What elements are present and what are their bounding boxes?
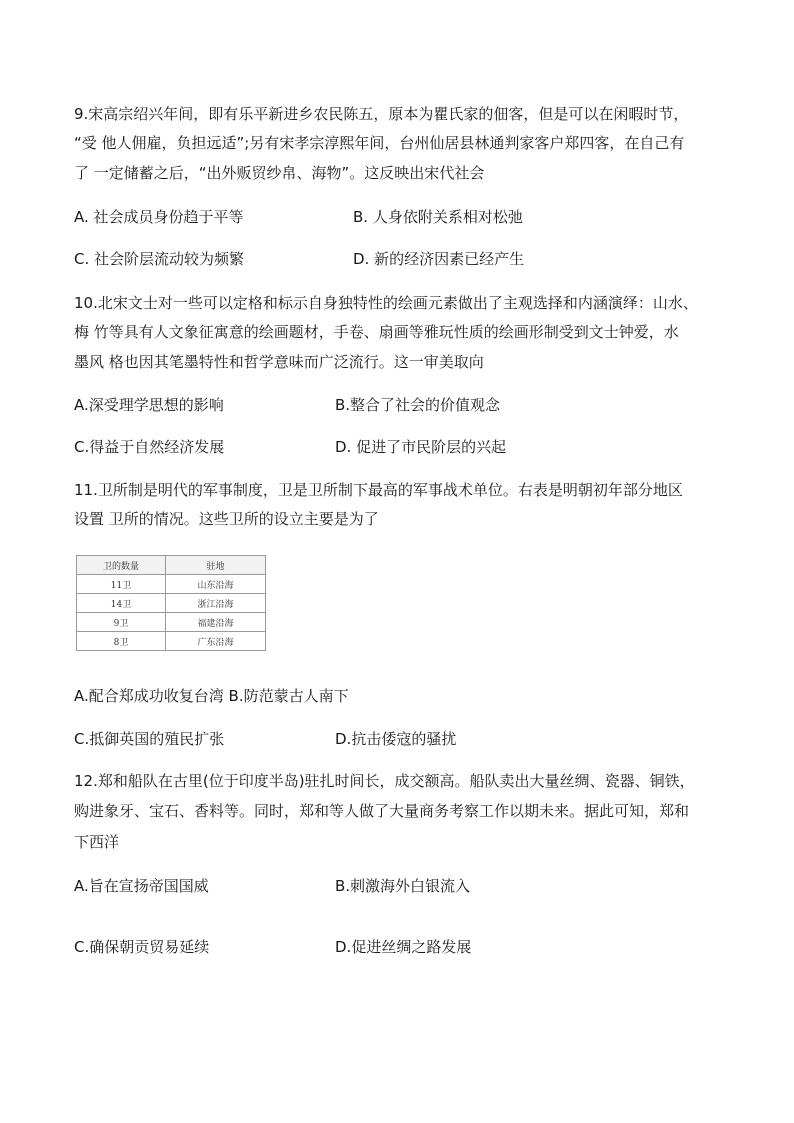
q9-option-d: D. 新的经济因素已经产生 xyxy=(353,250,525,268)
q11-option-a-b: A.配合郑成功收复台湾 B.防范蒙古人南下 xyxy=(74,687,349,705)
q12-option-b: B.刺激海外白银流入 xyxy=(335,877,471,895)
q10-stem-line2: 梅 竹等具有人文象征寓意的绘画题材，手卷、扇画等雅玩性质的绘画形制受到文士钟爱，水 xyxy=(74,323,679,341)
q9-option-b: B. 人身依附关系相对松弛 xyxy=(353,208,523,226)
table-row xyxy=(77,613,266,632)
q12-stem-line2: 购进象牙、宝石、香料等。同时，郑和等人做了大量商务考察工作以期未来。据此可知，郑和 xyxy=(74,802,690,820)
q10-stem-line1: 10.北宋文士对一些可以定格和标示自身独特性的绘画元素做出了主观选择和内涵演绎：山水、 xyxy=(74,294,698,312)
q9-option-a: A. 社会成员身份趋于平等 xyxy=(74,208,244,226)
q10-option-b: B.整合了社会的价值观念 xyxy=(335,396,501,414)
table-cell-station: 福建沿海 xyxy=(166,613,266,632)
q11-option-c: C.抵御英国的殖民扩张 xyxy=(74,730,225,748)
q12-stem-line1: 12.郑和船队在古里(位于印度半岛)驻扎时间长，成交额高。船队卖出大量丝绸、瓷器、铜铁， xyxy=(74,772,695,790)
q10-option-a: A.深受理学思想的影响 xyxy=(74,396,224,414)
table-row xyxy=(77,575,266,594)
q11-option-d: D.抗击倭寇的骚扰 xyxy=(335,730,457,748)
table-cell-count: 8卫 xyxy=(77,632,166,651)
table-cell-station: 广东沿海 xyxy=(166,632,266,651)
q11-stem-line2: 设置 卫所的情况。这些卫所的设立主要是为了 xyxy=(74,510,379,528)
q9-stem-line2: “受 他人佣雇，负担远适”;另有宋孝宗淳熙年间，台州仙居县林通判家客户郑四客，在自己有 xyxy=(74,134,685,152)
table-row xyxy=(77,632,266,651)
table-header-count: 卫的数量 xyxy=(77,556,166,575)
table-cell-count: 11卫 xyxy=(77,575,166,594)
wei-stations-table xyxy=(76,555,266,651)
table-header-station: 驻地 xyxy=(166,556,266,575)
table-cell-station: 山东沿海 xyxy=(166,575,266,594)
q10-stem-line3: 墨风 格也因其笔墨特性和哲学意味而广泛流行。这一审美取向 xyxy=(74,353,484,371)
table-cell-count: 14卫 xyxy=(77,594,166,613)
q9-stem-line1: 9.宋高宗绍兴年间，即有乐平新进乡农民陈五，原本为瞿氏家的佃客，但是可以在闲暇时节， xyxy=(74,105,689,123)
table-cell-station: 浙江沿海 xyxy=(166,594,266,613)
table-row xyxy=(77,594,266,613)
table-cell-count: 9卫 xyxy=(77,613,166,632)
q12-stem-line3: 下西洋 xyxy=(74,833,120,851)
q10-option-c: C.得益于自然经济发展 xyxy=(74,438,225,456)
table-header-row xyxy=(77,556,266,575)
q9-option-c: C. 社会阶层流动较为频繁 xyxy=(74,250,245,268)
q12-option-a: A.旨在宣扬帝国国威 xyxy=(74,877,209,895)
q12-option-c: C.确保朝贡贸易延续 xyxy=(74,938,210,956)
q12-option-d: D.促进丝绸之路发展 xyxy=(335,938,472,956)
q11-stem-line1: 11.卫所制是明代的军事制度，卫是卫所制下最高的军事战术单位。右表是明朝初年部分地区 xyxy=(74,481,683,499)
q10-option-d: D. 促进了市民阶层的兴起 xyxy=(335,438,507,456)
q9-stem-line3: 了 一定储蓄之后，“出外贩贸纱帛、海物”。这反映出宋代社会 xyxy=(74,164,485,182)
